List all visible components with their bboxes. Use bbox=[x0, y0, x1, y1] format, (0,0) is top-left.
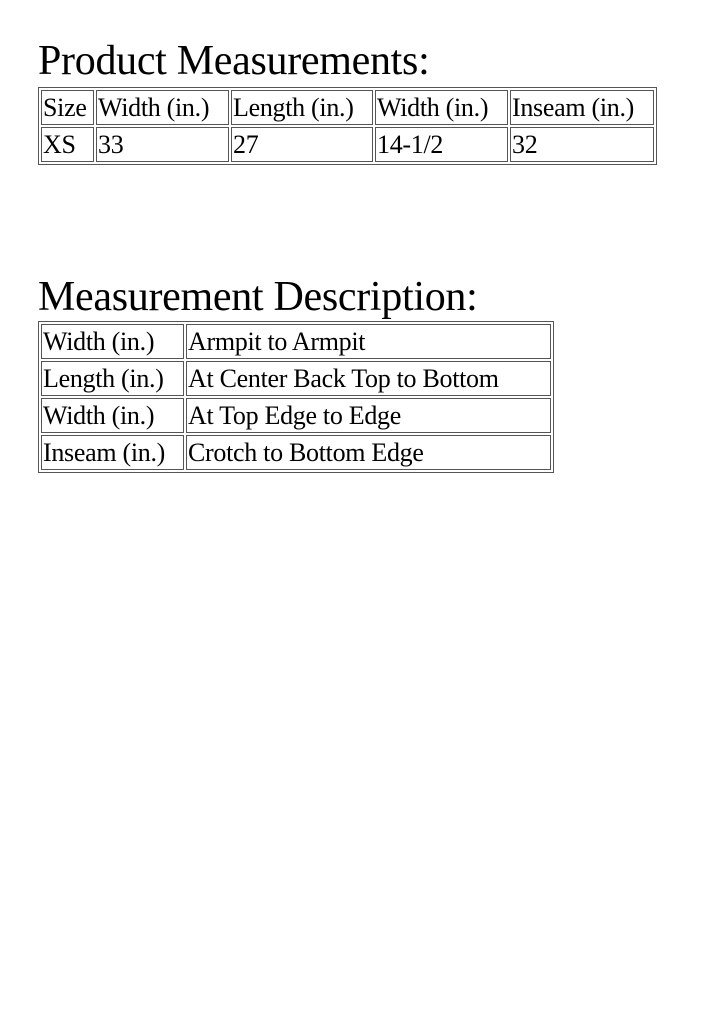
product-measurements-title: Product Measurements: bbox=[38, 38, 430, 84]
header-cell-size: Size bbox=[41, 90, 94, 125]
table-row bbox=[41, 435, 551, 470]
table-row bbox=[41, 324, 551, 359]
header-cell-inseam: Inseam (in.) bbox=[510, 90, 654, 125]
table-row bbox=[41, 361, 551, 396]
cell-size: XS bbox=[41, 127, 94, 162]
cell-inseam: 32 bbox=[510, 127, 654, 162]
cell-length: 27 bbox=[231, 127, 373, 162]
table-row bbox=[41, 398, 551, 433]
cell-width-2: 14-1/2 bbox=[375, 127, 508, 162]
table-header-row bbox=[41, 90, 654, 125]
measurement-description: Armpit to Armpit bbox=[186, 324, 551, 359]
header-cell-width-2: Width (in.) bbox=[375, 90, 508, 125]
measurement-name: Width (in.) bbox=[41, 398, 184, 433]
measurement-name: Width (in.) bbox=[41, 324, 184, 359]
measurement-name: Inseam (in.) bbox=[41, 435, 184, 470]
measurement-name: Length (in.) bbox=[41, 361, 184, 396]
cell-width: 33 bbox=[96, 127, 229, 162]
header-cell-width: Width (in.) bbox=[96, 90, 229, 125]
measurement-description: At Top Edge to Edge bbox=[186, 398, 551, 433]
measurement-description-title: Measurement Description: bbox=[38, 274, 478, 320]
product-measurements-table bbox=[38, 87, 657, 165]
measurement-description: Crotch to Bottom Edge bbox=[186, 435, 551, 470]
header-cell-length: Length (in.) bbox=[231, 90, 373, 125]
measurement-description: At Center Back Top to Bottom bbox=[186, 361, 551, 396]
table-row bbox=[41, 127, 654, 162]
measurement-description-table bbox=[38, 321, 554, 473]
